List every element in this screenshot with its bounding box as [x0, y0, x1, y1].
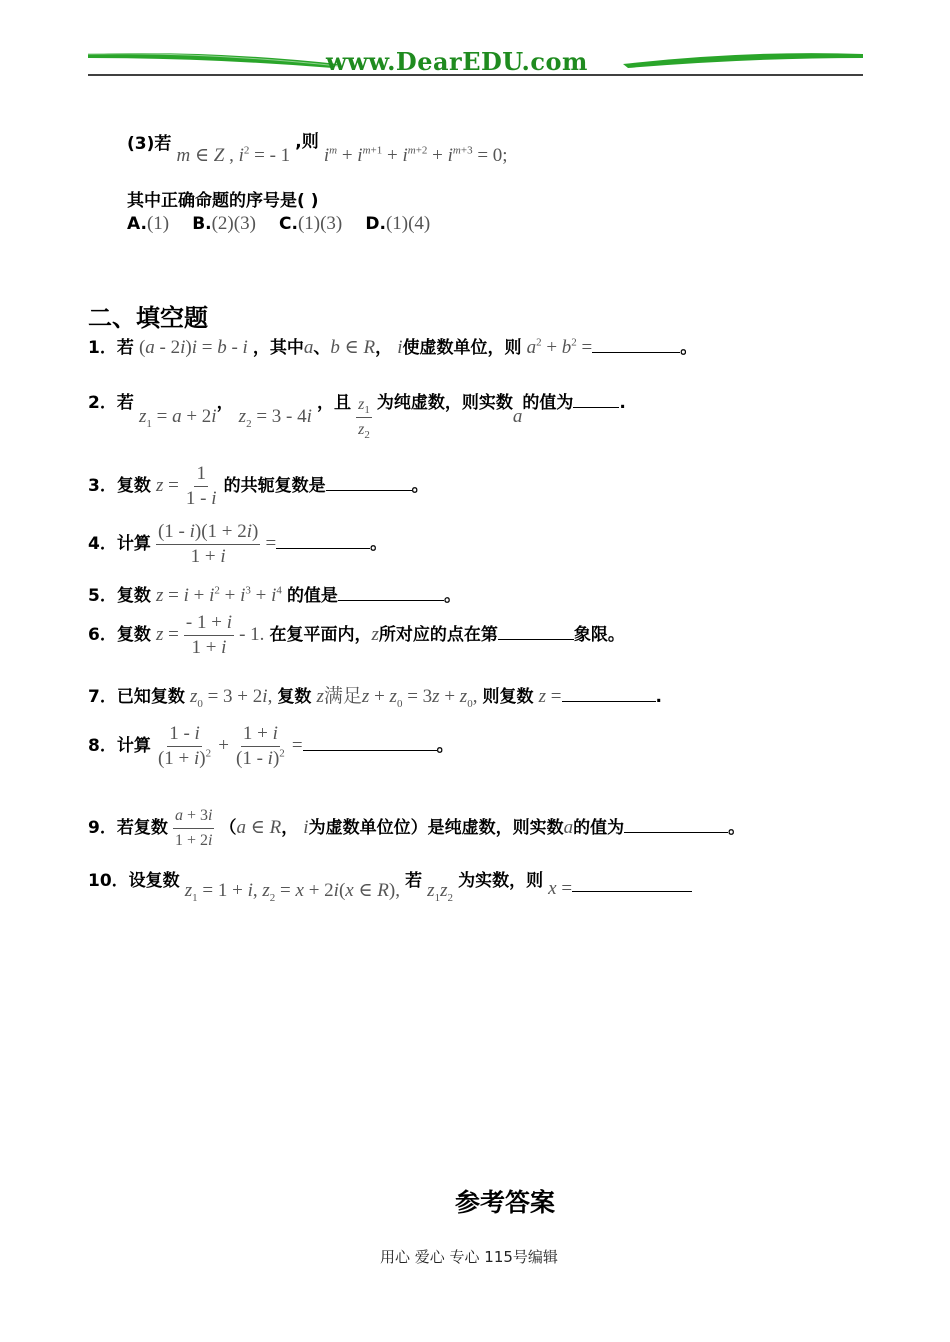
answer-options [127, 213, 430, 235]
header-banner [88, 48, 863, 78]
site-logo: www.DearEDU.com [326, 47, 588, 76]
item-5: 5．复数 $z = i + i^2 + i^3 + i^4$ 的值是 。 [88, 584, 461, 606]
item-1: 1．若 (a - 2i)i = b - i ，其中a、b ∈ R， i使虚数单位，则 $a^2 + b^2$ = 。 [88, 336, 698, 358]
section-title: 二、填空题 [88, 304, 208, 332]
answer-blank-3[interactable] [326, 476, 412, 491]
option-b[interactable]: B.(2)(3) [192, 213, 256, 234]
option-a[interactable]: A.(1) [127, 213, 170, 234]
item-7: 7．已知复数 $z_0 = 3 + 2i$, 复数 z满足$z + z_0 = 3z + z_0$, 则复数 z = . [88, 686, 662, 710]
answer-blank-2[interactable] [573, 393, 619, 408]
item-9: 9．若复数 $\frac{a + 3i}{1 + 2i}$ （a ∈ R， i为虚数单位位）是纯虚数，则实数a的值为 。 [88, 804, 745, 853]
statement-3-condition: m ∈ Z , $i^2$ = - 1 [176, 144, 291, 166]
answer-title: 参考答案 [455, 1188, 556, 1217]
item-2: 2．若 $z_1 = a + 2i$， $z_2 = 3 - 4i$ ，且 $\frac{z_1}{z_2}$ 为纯虚数，则实数a的值为 . [88, 393, 626, 442]
item-8: 8．计算 $\frac{1 - i}{(1 + i)^2}$ + $\frac{1 + i}{(1 - i)^2}$ = 。 [88, 723, 454, 769]
option-c[interactable]: C.(1)(3) [279, 213, 343, 234]
answer-blank-5[interactable] [338, 586, 444, 601]
statement-3: (3)若 m ∈ Z , $i^2$ = - 1 ,则 $i^m + i^{m+1} + i^{m+2} + i^{m+3} = 0$; [127, 132, 508, 166]
answer-blank-9[interactable] [624, 818, 728, 833]
item-10: 10．设复数 $z_1 = 1 + i$, $z_2 = x + 2i(x$ ∈ R), 若 $z_1z_2$ 为实数，则 x = [88, 866, 692, 892]
option-d[interactable]: D.(1)(4) [365, 213, 431, 234]
answer-blank-4[interactable] [276, 534, 370, 549]
question-prompt: 其中正确命题的序号是( ) [127, 191, 319, 211]
answer-blank-8[interactable] [303, 736, 437, 751]
answer-blank-6[interactable] [498, 625, 574, 640]
statement-3-expression: $i^m + i^{m+1} + i^{m+2} + i^{m+3} = 0$; [323, 144, 508, 166]
item-4: 4．计算 $\frac{(1 - i)(1 + 2i)}{1 + i}$ = 。 [88, 521, 388, 567]
answer-blank-1[interactable] [592, 338, 680, 353]
item-6: 6．复数 z = $\frac{- 1 + i}{1 + i}$ - 1. 在复平面内，z所对应的点在第 象限。 [88, 612, 625, 658]
answer-blank-7[interactable] [562, 687, 656, 702]
item-3: 3．复数 z = $\frac{1}{1 - i}$ 的共轭复数是 。 [88, 463, 429, 509]
answer-blank-10[interactable] [572, 877, 692, 892]
page-footer: 用心 爱心 专心 115号编辑 [380, 1248, 558, 1266]
